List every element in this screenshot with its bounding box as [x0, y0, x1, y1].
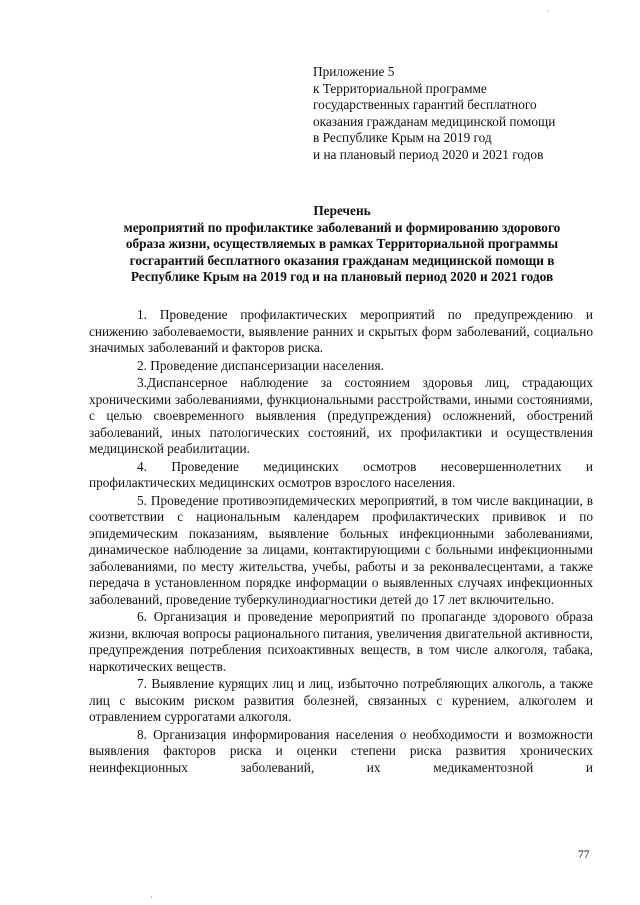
- list-item: 8. Организация информирования населения о необходимости и возможности выявления факторов риска и оценки степени риска развития хронических неинфекционных заболеваний, их медикаментозной и: [89, 726, 593, 775]
- appendix-line: государственных гарантий бесплатного: [313, 97, 537, 113]
- list-item: 2. Проведение диспансеризации населения.: [137, 357, 384, 373]
- heading-line: образа жизни, осуществляемых в рамках Территориальной программы: [125, 236, 559, 252]
- appendix-line: Приложение 5: [313, 64, 395, 79]
- list-item: 4. Проведение медицинских осмотров несовершеннолетних и профилактических медицинских осмотров взрослого населения.: [89, 458, 593, 490]
- heading-line: Республике Крым на 2019 год и на плановый период 2020 и 2021 годов: [130, 269, 554, 285]
- heading-title: Перечень: [313, 203, 371, 218]
- document-heading: [82, 203, 602, 286]
- appendix-header: [313, 64, 613, 164]
- appendix-line: в Республике Крым на 2019 год: [313, 130, 492, 146]
- appendix-line: оказания гражданам медицинской помощи: [313, 113, 556, 129]
- list-item: 5. Проведение противоэпидемических мероприятий, в том числе вакцинации, в соответствии с национальным календарем профилактических прививок и по эпидемическим показаниям, выявление больных инфекционными заболеваниями, динамическое наблюдение за лицами, контактирующими с больными инфекционными заболеваниями, по месту жительства, учебы, работы и за реконвалесцентами, а также передача в установленном порядке информации о выявленных случаях инфекционных заболеваний, проведение туберкулинодиагностики детей до 17 лет включительно.: [89, 492, 593, 607]
- measures-list: [89, 307, 593, 777]
- scan-speck: ·: [546, 6, 549, 16]
- list-item: 3.Диспансерное наблюдение за состоянием здоровья лиц, страдающих хроническими заболеваниями, функциональными расстройствами, иными состояниями, с целью своевременного выявления (предупреждения) осложнений, обострений заболеваний, иных патологических состояний, их профилактики и осуществления медицинской реабилитации.: [89, 375, 593, 456]
- list-item: 6. Организация и проведение мероприятий по пропаганде здорового образа жизни, включая вопросы рационального питания, увеличения двигательной активности, предупреждения потребления психоактивных веществ, в том числе алкоголя, табака, наркотических веществ.: [89, 609, 593, 674]
- list-item: 1. Проведение профилактических мероприятий по предупреждению и снижению заболеваемости, выявление ранних и скрытых форм заболеваний, социально значимых заболеваний и факторов риска.: [89, 307, 593, 355]
- appendix-line: и на плановый период 2020 и 2021 годов: [313, 146, 544, 162]
- heading-line: мероприятий по профилактике заболеваний и формированию здорового: [123, 219, 561, 235]
- scan-speck: ·: [150, 892, 153, 902]
- list-item: 7. Выявление курящих лиц и лиц, избыточно потребляющих алкоголь, а также лиц с высоким риском развития болезней, связанных с курением, алкоголем и отравлением суррогатами алкоголя.: [89, 676, 593, 724]
- appendix-line: к Территориальной программе: [313, 80, 487, 96]
- heading-line: госгарантий бесплатного оказания гражданам медицинской помощи в: [129, 252, 555, 268]
- page-number: 77: [578, 849, 590, 861]
